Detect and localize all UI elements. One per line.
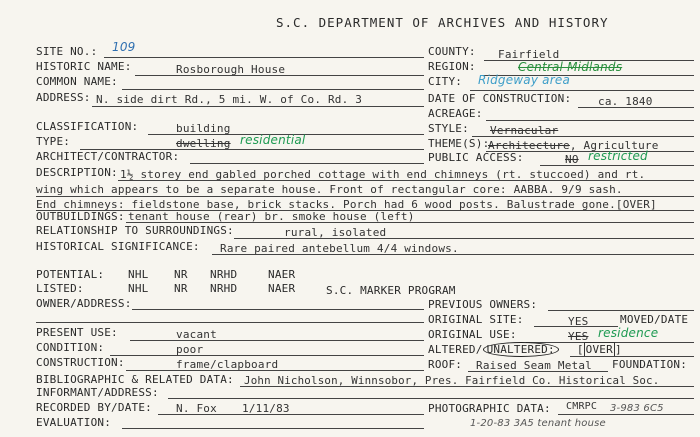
original-site-value: YES [568,315,589,328]
theme-value-struck: Architecture [488,139,570,152]
historic-name-value: Rosborough House [176,63,286,76]
date-value: ca. 1840 [598,95,653,108]
listed-naer: NAER [268,282,296,295]
marker-program: S.C. MARKER PROGRAM [326,284,456,297]
site-no-label: SITE NO.: [36,45,98,58]
foundation-label: FOUNDATION: [612,358,688,371]
original-use-handwritten: residence [598,326,659,340]
public-access-label: PUBLIC ACCESS: [428,151,524,164]
description-label: DESCRIPTION: [36,166,118,179]
owner-address-label: OWNER/ADDRESS: [36,297,132,310]
relationship-value: rural, isolated [284,226,387,239]
condition-value: poor [176,343,204,356]
listed-nhl: NHL [128,282,149,295]
roof-value: Raised Seam Metal [476,359,592,372]
classification-value: building [176,122,231,135]
classification-label: CLASSIFICATION: [36,120,139,133]
style-label: STYLE: [428,122,469,135]
public-access-struck: NO [565,153,579,166]
address-label: ADDRESS: [36,91,91,104]
construction-label: CONSTRUCTION: [36,356,125,369]
acreage-label: ACREAGE: [428,107,483,120]
description-line-3: End chimneys: fieldstone base, brick stacks. Porch had 6 wood posts. Balustrade gone.[OVER] [36,198,657,211]
photographic-handwritten-2: 1-20-83 3A5 tenant house [470,418,606,429]
roof-label: ROOF: [428,358,463,371]
region-handwritten: Central Midlands [518,60,623,74]
significance-label: HISTORICAL SIGNIFICANCE: [36,240,200,253]
architect-label: ARCHITECT/CONTRACTOR: [36,150,180,163]
bibliographic-value: John Nicholson, Winnsobor, Pres. Fairfield Co. Historical Soc. [244,374,660,387]
bibliographic-label: BIBLIOGRAPHIC & RELATED DATA: [36,373,234,386]
address-value: N. side dirt Rd., 5 mi. W. of Co. Rd. 3 [96,93,363,106]
significance-value: Rare paired antebellum 4/4 windows. [220,242,459,255]
county-label: COUNTY: [428,45,476,58]
previous-owners-label: PREVIOUS OWNERS: [428,298,538,311]
site-no-value: 109 [112,40,136,54]
present-use-value: vacant [176,328,217,341]
recorded-by-value: N. Fox [176,402,217,415]
moved-date-label: MOVED/DATE [620,313,689,326]
potential-label: POTENTIAL: [36,268,105,281]
evaluation-label: EVALUATION: [36,416,112,429]
style-value-struck: Vernacular [490,124,559,137]
city-label: CITY: [428,75,463,88]
present-use-label: PRESENT USE: [36,326,118,339]
unaltered-circled: UNALTERED: [483,342,559,357]
potential-nrhd: NRHD [210,268,238,281]
photographic-data-value: CMRPC [566,401,598,412]
description-line-1: 1½ storey end gabled porched cottage with end chimneys (rt. stuccoed) and rt. [120,168,646,181]
recorded-by-label: RECORDED BY/DATE: [36,401,152,414]
original-use-struck: YES [568,330,589,343]
type-label: TYPE: [36,135,71,148]
original-use-label: ORIGINAL USE: [428,328,517,341]
region-label: REGION: [428,60,476,73]
theme-label: THEME(S): [428,137,490,150]
county-value: Fairfield [498,48,560,61]
outbuildings-label: OUTBUILDINGS: [36,210,125,223]
altered-label: ALTERED/ [428,343,483,356]
city-handwritten: Ridgeway area [478,73,570,87]
photographic-handwritten-1: 3-983 6C5 [610,403,664,414]
listed-nr: NR [174,282,188,295]
photographic-data-label: PHOTOGRAPHIC DATA: [428,402,551,415]
potential-naer: NAER [268,268,296,281]
informant-label: INFORMANT/ADDRESS: [36,386,159,399]
common-name-label: COMMON NAME: [36,75,118,88]
theme-value-rest: , Agriculture [569,139,659,152]
date-label: DATE OF CONSTRUCTION: [428,92,572,105]
type-value-struck: dwelling [176,137,231,150]
type-value-handwritten: residential [240,133,306,147]
construction-value: frame/clapboard [176,358,279,371]
listed-label: LISTED: [36,282,84,295]
over-box: OVER [585,343,613,356]
public-access-handwritten: restricted [588,149,648,163]
potential-nr: NR [174,268,188,281]
condition-label: CONDITION: [36,341,105,354]
recorded-date: 1/11/83 [242,402,290,415]
original-site-label: ORIGINAL SITE: [428,313,524,326]
listed-nrhd: NRHD [210,282,238,295]
outbuildings-value: tenant house (rear) br. smoke house (left) [128,210,415,223]
altered-row: ALTERED/ UNALTERED: [ OVER ] [428,343,622,356]
description-line-2: wing which appears to be a separate house. Front of rectangular core: AABBA. 9/9 sash. [36,183,623,196]
historic-name-label: HISTORIC NAME: [36,60,132,73]
relationship-label: RELATIONSHIP TO SURROUNDINGS: [36,224,234,237]
potential-nhl: NHL [128,268,149,281]
card-title: S.C. DEPARTMENT OF ARCHIVES AND HISTORY [276,15,609,30]
